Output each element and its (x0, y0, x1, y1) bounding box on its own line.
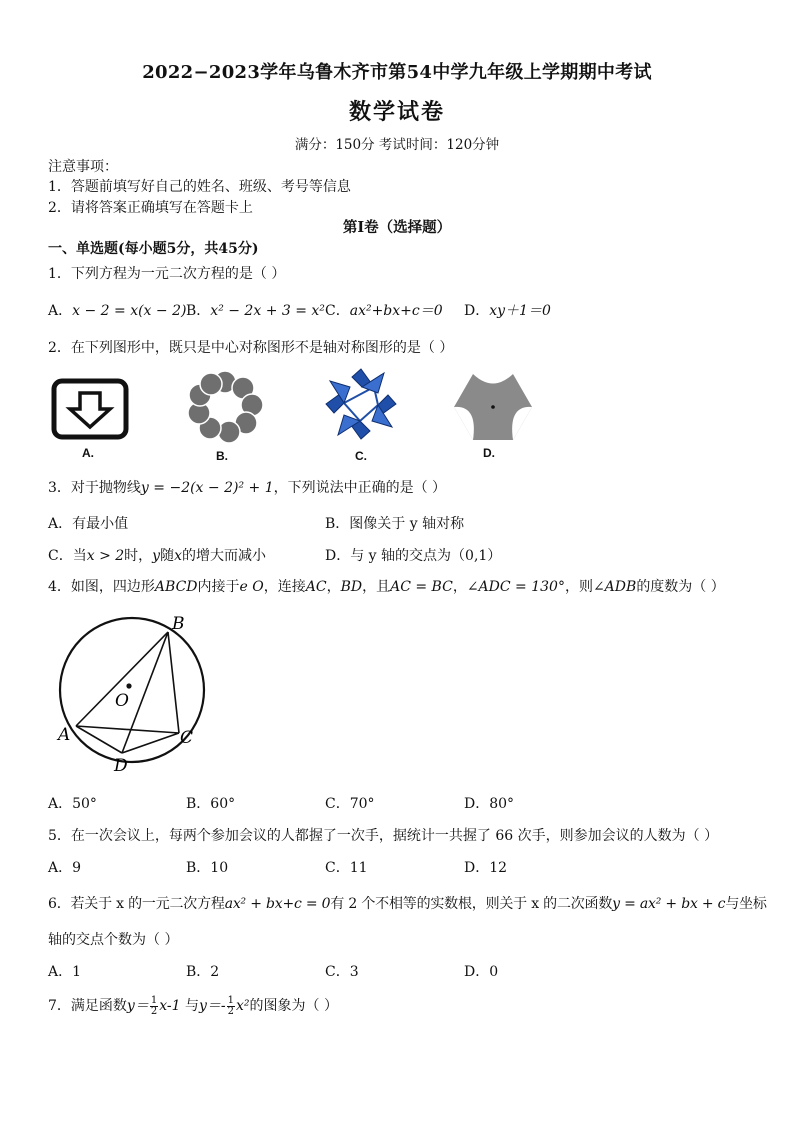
exam-title: 2022−2023学年乌鲁木齐市第54中学九年级上学期期中考试 (142, 62, 652, 83)
q3-option-c: C．当x > 2时，y随x的增大而减小 (48, 548, 266, 564)
point-label-c: C (180, 728, 194, 748)
part-heading: 一、单选题(每小题5分，共45分) (48, 241, 259, 257)
section-title: 第Ⅰ卷（选择题） (342, 219, 452, 236)
q4-option-b: B．60° (186, 796, 236, 812)
q4-option-c: C．70° (325, 796, 375, 812)
q1-stem: 1．下列方程为一元二次方程的是（ ） (48, 266, 286, 282)
point-label-b: B (172, 614, 185, 634)
exam-meta: 满分：150分 考试时间：120分钟 (294, 137, 500, 153)
exam-subtitle: 数学试卷 (348, 99, 445, 125)
q6-option-d: D．0 (464, 964, 499, 980)
notes-heading: 注意事项： (48, 159, 118, 175)
q7-stem: 7．满足函数y＝ $\frac{1}{2}$ x-1 与y＝- $\frac{1}{2}$ x²的图象为（ ） (48, 994, 338, 1017)
q3-option-b: B．图像关于 y 轴对称 (325, 516, 465, 532)
q5-option-a: A．9 (48, 860, 82, 876)
note-item-2: 2．请将答案正确填写在答题卡上 (48, 200, 253, 216)
note-item-1: 1．答题前填写好自己的姓名、班级、考号等信息 (48, 179, 351, 195)
figure-d-label: D. (483, 446, 495, 460)
q6-option-b: B．2 (186, 964, 220, 980)
q3-stem: 3．对于抛物线y = −2(x − 2)² + 1，下列说法中正确的是（ ） (48, 480, 447, 496)
figure-c-label: C. (355, 449, 367, 463)
q3-option-d: D．与 y 轴的交点为（0,1） (325, 548, 502, 564)
q5-option-b: B．10 (186, 860, 229, 876)
q7-fraction-2: $\frac{1}{2}$ (227, 994, 234, 1017)
q5-stem: 5．在一次会议上，每两个参加会议的人都握了一次手，据统计一共握了 66 次手，则参加会议的人数为（ ） (48, 828, 719, 844)
figure-b-label: B. (216, 449, 228, 463)
q4-option-d: D．80° (464, 796, 515, 812)
q1-option-c: C．ax²+bx+c＝0 (325, 303, 443, 319)
q6-stem: 6．若关于 x 的一元二次方程ax² + bx+c = 0有 2 个不相等的实数根，则关于 x 的二次函数y = ax² + bx + c与坐标 (48, 896, 767, 912)
q6-option-c: C．3 (325, 964, 359, 980)
point-label-a: A (58, 725, 71, 745)
q5-option-c: C．11 (325, 860, 368, 876)
q3-option-a: A．有最小值 (48, 516, 129, 532)
q4-option-a: A．50° (48, 796, 97, 812)
figure-b-petal-ring (184, 369, 266, 445)
q6-option-a: A．1 (48, 964, 82, 980)
q1-option-b: B．x² − 2x + 3 = x² (186, 303, 325, 319)
q1-option-d: D．xy＋1＝0 (464, 303, 551, 319)
figure-a-arrow-box (50, 377, 130, 441)
figure-a-label: A. (82, 446, 94, 460)
q4-circle-diagram (52, 610, 212, 780)
q6-stem-line2: 轴的交点个数为（ ） (48, 932, 179, 948)
q7-fraction-1: $\frac{1}{2}$ (150, 994, 158, 1017)
figure-d-hexagon (452, 371, 534, 443)
point-label-d: D (114, 756, 128, 776)
q4-stem: 4．如图，四边形ABCD内接于e O，连接AC，BD，且AC = BC，∠ADC = 130°，则∠ADB的度数为（ ） (48, 579, 725, 595)
q1-option-a: A．x − 2 = x(x − 2) (48, 303, 187, 319)
point-label-o: O (115, 691, 129, 711)
q2-stem: 2．在下列图形中，既只是中心对称图形不是轴对称图形的是（ ） (48, 340, 454, 356)
figure-c-star-pinwheel (322, 365, 400, 443)
q5-option-d: D．12 (464, 860, 508, 876)
